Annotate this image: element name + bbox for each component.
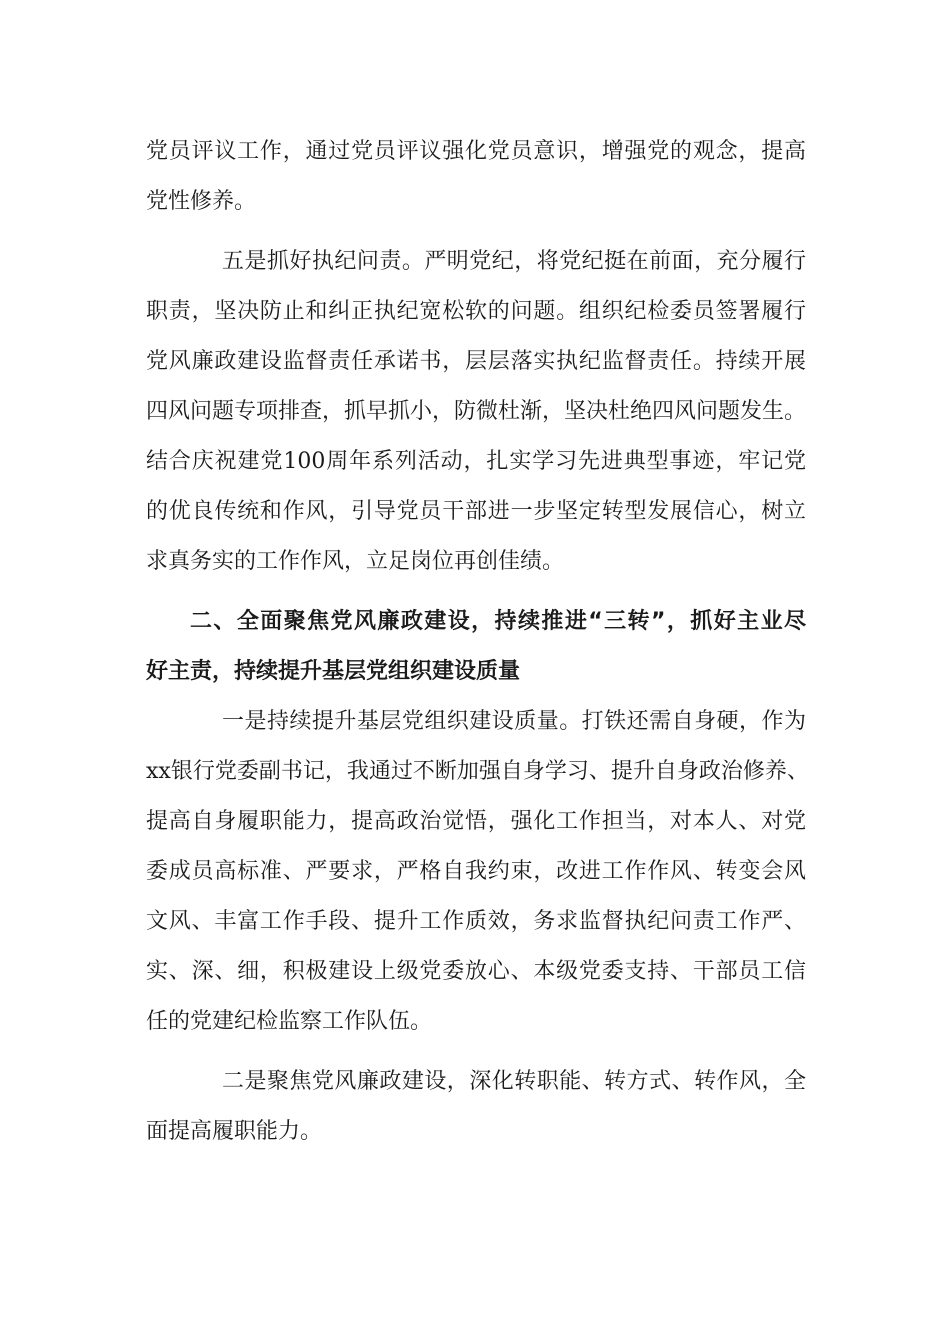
- paragraph-line: 党员评议工作，通过党员评议强化党员意识，增强党的观念，提高: [146, 139, 806, 164]
- paragraph-line: 委成员高标准、严要求，严格自我约束，改进工作作风、转变会风: [146, 859, 806, 884]
- paragraph-line: 二是聚焦党风廉政建设，深化转职能、转方式、转作风，全: [222, 1069, 806, 1094]
- paragraph-line: 实、深、细，积极建设上级党委放心、本级党委支持、干部员工信: [146, 959, 806, 984]
- section-heading: 好主责，持续提升基层党组织建设质量: [146, 659, 521, 684]
- paragraph-line: 提高自身履职能力，提高政治觉悟，强化工作担当，对本人、对党: [146, 809, 806, 834]
- paragraph-line: 文风、丰富工作手段、提升工作质效，务求监督执纪问责工作严、: [146, 909, 806, 934]
- paragraph-line: 任的党建纪检监察工作队伍。: [146, 1009, 433, 1034]
- paragraph-line: 面提高履职能力。: [146, 1119, 323, 1144]
- paragraph-line: 党性修养。: [146, 189, 257, 214]
- section-heading: 二、全面聚焦党风廉政建设，持续推进“三转”，抓好主业尽: [190, 609, 806, 634]
- paragraph-line: 结合庆祝建党100周年系列活动，扎实学习先进典型事迹，牢记党: [146, 449, 806, 474]
- paragraph-line: 的优良传统和作风，引导党员干部进一步坚定转型发展信心，树立: [146, 499, 806, 524]
- paragraph-line: 五是抓好执纪问责。严明党纪，将党纪挺在前面，充分履行: [222, 249, 806, 274]
- paragraph-line: xx银行党委副书记，我通过不断加强自身学习、提升自身政治修养、: [146, 759, 809, 784]
- paragraph-line: 职责，坚决防止和纠正执纪宽松软的问题。组织纪检委员签署履行: [146, 299, 806, 324]
- paragraph-line: 党风廉政建设监督责任承诺书，层层落实执纪监督责任。持续开展: [146, 349, 806, 374]
- paragraph-line: 四风问题专项排查，抓早抓小，防微杜渐，坚决杜绝四风问题发生。: [146, 399, 807, 424]
- paragraph-line: 求真务实的工作作风，立足岗位再创佳绩。: [146, 549, 565, 574]
- paragraph-line: 一是持续提升基层党组织建设质量。打铁还需自身硬，作为: [222, 709, 806, 734]
